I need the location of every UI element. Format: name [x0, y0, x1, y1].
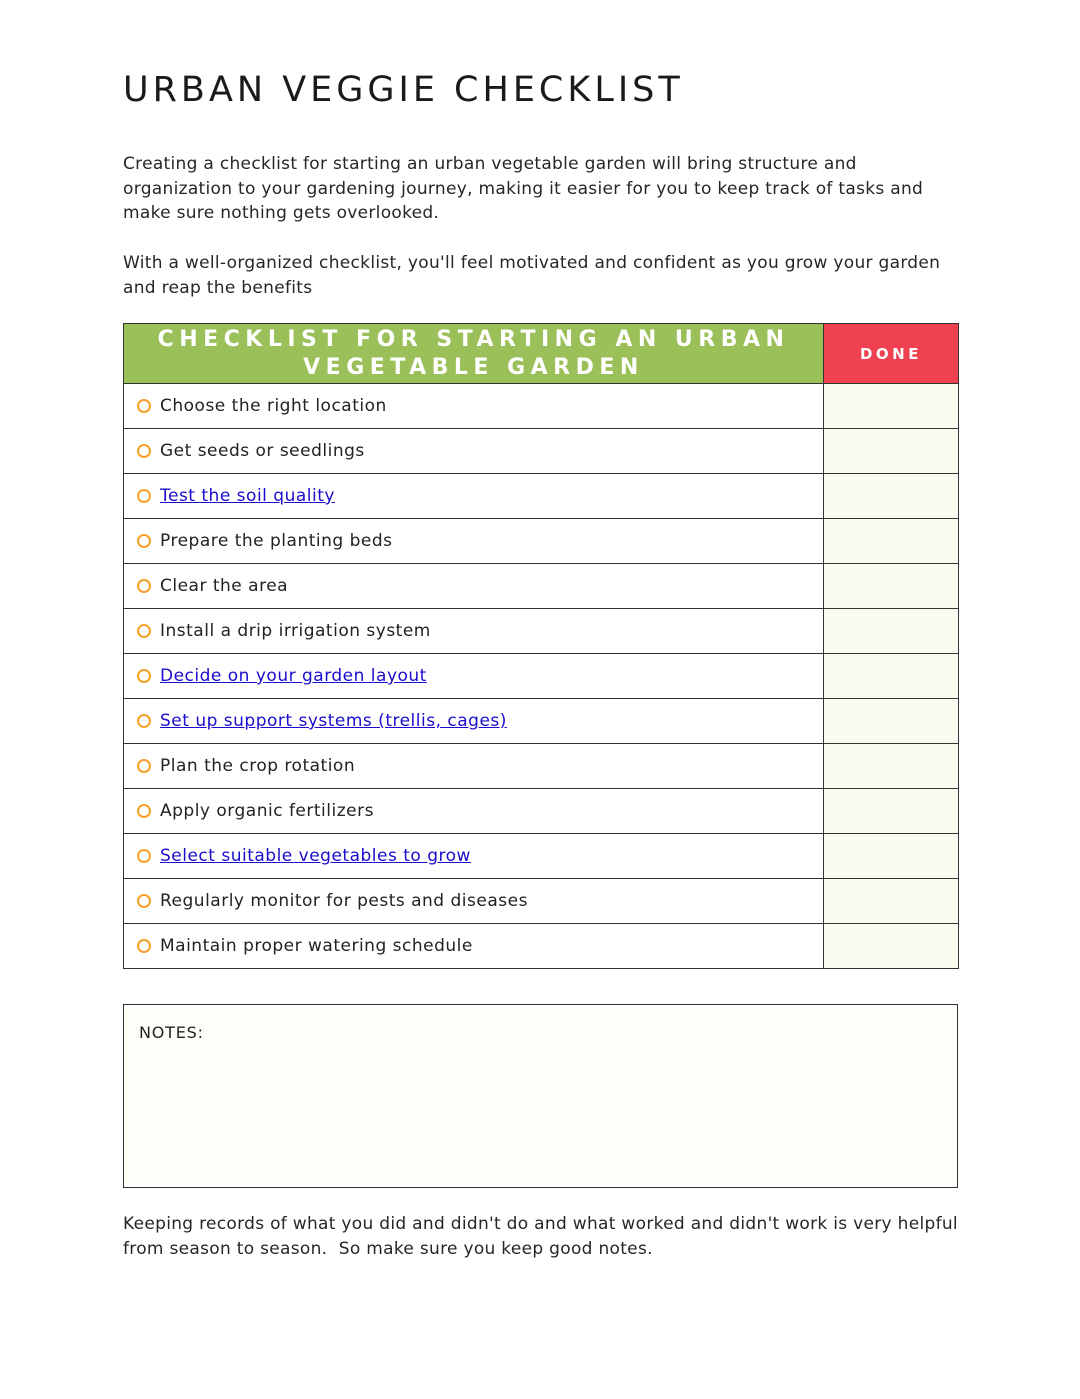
- done-checkbox-cell[interactable]: [824, 429, 959, 474]
- checklist-item-label: Prepare the planting beds: [160, 531, 393, 551]
- checklist-row: [124, 834, 959, 879]
- circle-bullet-icon: [137, 534, 151, 548]
- checklist-task-cell: [124, 384, 824, 429]
- checklist-task-cell: [124, 924, 824, 969]
- done-checkbox-cell[interactable]: [824, 654, 959, 699]
- circle-bullet-icon: [137, 489, 151, 503]
- checklist-task: [124, 699, 823, 743]
- checklist-task: [124, 384, 823, 428]
- circle-bullet-icon: [137, 939, 151, 953]
- circle-bullet-icon: [137, 759, 151, 773]
- checklist-header-row: [124, 324, 959, 384]
- checklist-item-label: Plan the crop rotation: [160, 756, 356, 776]
- checklist-row: [124, 519, 959, 564]
- circle-bullet-icon: [137, 444, 151, 458]
- checklist-task-cell: [124, 834, 824, 879]
- intro-paragraph-1: Creating a checklist for starting an urban vegetable garden will bring structure and organization to your gardening journey, making it easier for you to keep track of tasks and make sure nothing gets overlooked.: [123, 154, 924, 223]
- checklist-task: [124, 879, 823, 923]
- done-checkbox-cell[interactable]: [824, 699, 959, 744]
- checklist-row: [124, 744, 959, 789]
- circle-bullet-icon: [137, 894, 151, 908]
- done-checkbox-cell[interactable]: [824, 924, 959, 969]
- done-column-header: DONE: [824, 324, 959, 384]
- checklist-task: [124, 564, 823, 608]
- checklist-task-cell: [124, 609, 824, 654]
- checklist-task-cell: [124, 699, 824, 744]
- checklist-item-label: Choose the right location: [160, 396, 387, 416]
- checklist-row: [124, 654, 959, 699]
- circle-bullet-icon: [137, 804, 151, 818]
- checklist-row: [124, 789, 959, 834]
- checklist-task-cell: [124, 429, 824, 474]
- checklist-task-cell: [124, 879, 824, 924]
- checklist-task-cell: [124, 519, 824, 564]
- checklist-item-label: Get seeds or seedlings: [160, 441, 365, 461]
- checklist-task-cell: [124, 744, 824, 789]
- checklist-item-label: Install a drip irrigation system: [160, 621, 431, 641]
- done-checkbox-cell[interactable]: [824, 519, 959, 564]
- checklist-task: [124, 744, 823, 788]
- done-checkbox-cell[interactable]: [824, 789, 959, 834]
- circle-bullet-icon: [137, 624, 151, 638]
- checklist-task-cell: [124, 474, 824, 519]
- circle-bullet-icon: [137, 399, 151, 413]
- checklist-row: [124, 609, 959, 654]
- checklist-row: [124, 879, 959, 924]
- circle-bullet-icon: [137, 714, 151, 728]
- checklist-item-link[interactable]: Decide on your garden layout: [160, 666, 427, 686]
- checklist-item-label: Maintain proper watering schedule: [160, 936, 473, 956]
- checklist-item-link[interactable]: Set up support systems (trellis, cages): [160, 711, 507, 731]
- checklist-header-title: CHECKLIST FOR STARTING AN URBAN VEGETABLE GARDEN: [124, 324, 824, 384]
- checklist-task-cell: [124, 789, 824, 834]
- done-checkbox-cell[interactable]: [824, 834, 959, 879]
- checklist-task: [124, 924, 823, 968]
- checklist-row: [124, 384, 959, 429]
- done-checkbox-cell[interactable]: [824, 384, 959, 429]
- checklist-task-cell: [124, 564, 824, 609]
- checklist-item-label: Clear the area: [160, 576, 289, 596]
- notes-box[interactable]: [123, 1004, 958, 1188]
- page-title: URBAN VEGGIE CHECKLIST: [123, 70, 684, 110]
- checklist-row: [124, 474, 959, 519]
- done-checkbox-cell[interactable]: [824, 564, 959, 609]
- checklist-item-link[interactable]: Test the soil quality: [160, 486, 335, 506]
- footer-note: Keeping records of what you did and didn't do and what worked and didn't work is very helpful from season to season. So make sure you keep good notes.: [123, 1214, 964, 1259]
- checklist-task: [124, 834, 823, 878]
- done-checkbox-cell[interactable]: [824, 474, 959, 519]
- checklist-task: [124, 609, 823, 653]
- intro-paragraph-2: With a well-organized checklist, you'll feel motivated and confident as you grow your garden and reap the benefits: [123, 253, 941, 298]
- checklist-task: [124, 789, 823, 833]
- checklist-item-label: Apply organic fertilizers: [160, 801, 374, 821]
- notes-label: NOTES:: [139, 1023, 204, 1042]
- done-checkbox-cell[interactable]: [824, 609, 959, 654]
- checklist-row: [124, 699, 959, 744]
- checklist-item-link[interactable]: Select suitable vegetables to grow: [160, 846, 471, 866]
- checklist-task: [124, 429, 823, 473]
- checklist-row: [124, 564, 959, 609]
- checklist-task: [124, 474, 823, 518]
- checklist-item-label: Regularly monitor for pests and diseases: [160, 891, 528, 911]
- checklist-row: [124, 924, 959, 969]
- checklist-row: [124, 429, 959, 474]
- checklist-table: [123, 323, 959, 969]
- circle-bullet-icon: [137, 669, 151, 683]
- checklist-task-cell: [124, 654, 824, 699]
- circle-bullet-icon: [137, 579, 151, 593]
- checklist-task: [124, 519, 823, 563]
- checklist-body: [124, 384, 959, 969]
- circle-bullet-icon: [137, 849, 151, 863]
- done-checkbox-cell[interactable]: [824, 744, 959, 789]
- checklist-task: [124, 654, 823, 698]
- done-checkbox-cell[interactable]: [824, 879, 959, 924]
